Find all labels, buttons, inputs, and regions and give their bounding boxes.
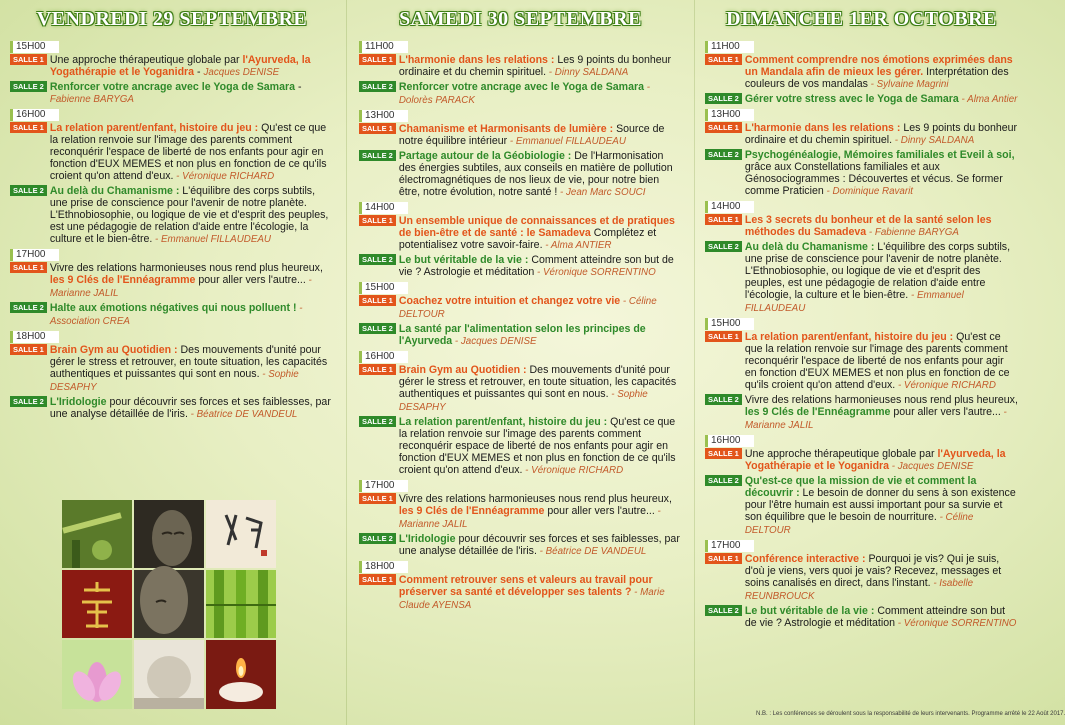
schedule-entry xyxy=(10,122,334,183)
speaker-name: - Dolorès PARACK xyxy=(398,82,650,106)
room-badge: SALLE 1 xyxy=(705,122,742,133)
talk-title: Conférence interactive : xyxy=(744,553,866,565)
schedule-entry xyxy=(705,149,1018,198)
room-badge: SALLE 1 xyxy=(359,123,396,134)
entry-description xyxy=(745,394,1018,432)
entry-description xyxy=(399,295,682,321)
talk-title: Brain Gym au Quotidien : xyxy=(49,344,178,356)
bamboo-stalks-image xyxy=(206,570,276,638)
talk-text: Les 9 points du bonheur ordinaire et du chemin spirituel. xyxy=(398,54,672,78)
time-slot-label: 16H00 xyxy=(705,435,754,447)
room-badge: SALLE 1 xyxy=(705,448,742,459)
entry-description xyxy=(50,396,334,421)
schedule-entry xyxy=(10,396,334,421)
entry-description xyxy=(745,241,1018,315)
time-slot-label: 16H00 xyxy=(359,351,408,363)
speaker-name: - Alma ANTIER xyxy=(542,240,612,251)
speaker-name: - Véronique SORRENTINO xyxy=(534,267,656,278)
time-slot-label: 13H00 xyxy=(359,110,408,122)
schedule-entry xyxy=(10,344,334,394)
speaker-name: - Sophie DESAPHY xyxy=(398,389,648,413)
room-badge: SALLE 2 xyxy=(705,605,742,616)
room-badge: SALLE 2 xyxy=(359,81,396,92)
speaker-name: - Sylvaine Magrini xyxy=(867,79,949,90)
speaker-name: - Emmanuel FILLAUDEAU xyxy=(744,290,964,314)
talk-text: L'équilibre des corps subtils, une prise de conscience pour l'avenir de notre planète. L'Ethnobiosophie, ou logique de vie et d'esprit des peuples, est une pédagogie de relation d'aide entre l'écologie, la culture et le bien-être. xyxy=(49,185,329,245)
buddha-face-image xyxy=(134,640,204,709)
talk-text: Qu'est ce que la relation renvoie sur l'image des parents comment reconquérir l'espace de liberté de nos enfants pour agir en fonction d'EUX MEMES et non plus en fonction de ce qu'ils croient qu'on attend d'eux. xyxy=(49,122,327,182)
schedule-list xyxy=(705,41,1018,630)
talk-text: - xyxy=(194,66,204,78)
talk-title: Comment comprendre nos émotions exprimées dans un Mandala afin de mieux les gérer. xyxy=(744,54,1013,78)
talk-title: La relation parent/enfant, histoire du jeu : xyxy=(49,122,259,134)
day-title: DIMANCHE 1ER OCTOBRE xyxy=(726,7,997,30)
entry-description xyxy=(399,323,682,348)
room-badge: SALLE 1 xyxy=(10,344,47,355)
talk-text: Comment atteindre son but de vie ? Astrologie et méditation xyxy=(744,605,1006,629)
schedule-entry xyxy=(359,215,682,252)
room-badge: SALLE 1 xyxy=(705,553,742,564)
talk-title: Comment retrouver sens et valeurs au travail pour préserver sa santé et développer ses talents ? xyxy=(398,574,653,598)
speaker-name: - Marianne JALIL xyxy=(744,407,1007,431)
talk-title: l'Ayurveda, la Yogathérapie et le Yoganidra xyxy=(49,54,311,78)
room-badge: SALLE 1 xyxy=(705,214,742,225)
talk-text: Vivre des relations harmonieuses nous rend plus heureux, xyxy=(398,493,672,505)
room-badge: SALLE 2 xyxy=(10,81,47,92)
calligraphy-image xyxy=(206,500,276,568)
talk-text: Le besoin de donner du sens à son existence pour l'être humain est aussi important pour sa survie et son équilibre que le besoin de nourriture. xyxy=(744,487,1016,523)
schedule-entry xyxy=(359,493,682,531)
entry-description xyxy=(745,475,1018,537)
speaker-name: - Jean Marc SOUCI xyxy=(557,187,646,198)
room-badge: SALLE 2 xyxy=(359,533,396,544)
speaker-name: - Véronique RICHARD xyxy=(522,465,624,476)
schedule-entry xyxy=(359,323,682,348)
footnote: N.B. : Les conférences se déroulent sous la responsabilité de leurs intervenants. Programme arrêté le 22 Août 2017. xyxy=(756,711,1065,717)
talk-title: L'Iridologie xyxy=(49,396,107,408)
talk-title: Partage autour de la Géobiologie : xyxy=(398,150,572,162)
time-slot-label: 11H00 xyxy=(705,41,754,53)
talk-text: Des mouvements d'unité pour gérer le stress et retrouver, en toute situation, les capacités authentiques et puissantes qui sont en nous. xyxy=(49,344,328,380)
talk-title: Gérer votre stress avec le Yoga de Samara xyxy=(744,93,959,105)
calligraphy-character-image xyxy=(62,570,132,638)
talk-title: Renforcer votre ancrage avec le Yoga de Samara xyxy=(49,81,295,93)
speaker-name: - Jacques DENISE xyxy=(889,461,974,472)
room-badge: SALLE 1 xyxy=(359,493,396,504)
schedule-entry xyxy=(359,150,682,199)
schedule-entry xyxy=(705,54,1018,91)
talk-title: Coachez votre intuition et changez votre vie xyxy=(398,295,621,307)
schedule-entry xyxy=(359,254,682,279)
speaker-name: Fabienne BARYGA xyxy=(49,94,134,105)
talk-title: les 9 Clés de l'Ennéagramme xyxy=(49,274,196,286)
speaker-name: - Alma Antier xyxy=(958,94,1018,105)
speaker-name: - Céline DELTOUR xyxy=(744,512,974,536)
time-slot-label: 15H00 xyxy=(705,318,754,330)
schedule-entry xyxy=(705,475,1018,537)
entry-description xyxy=(745,448,1018,473)
talk-text: pour découvrir ses forces et ses faiblesses, par une analyse détaillée de l'iris. xyxy=(49,396,331,420)
room-badge: SALLE 1 xyxy=(359,364,396,375)
entry-description xyxy=(399,254,682,279)
schedule-entry xyxy=(705,394,1018,432)
buddha-face-image xyxy=(134,570,204,638)
room-badge: SALLE 2 xyxy=(359,254,396,265)
entry-description xyxy=(50,185,334,246)
entry-description xyxy=(745,605,1018,630)
talk-title: Un ensemble unique de connaissances et de pratiques de bien-être et de santé : le Samadeva xyxy=(398,215,675,239)
talk-title: Le but véritable de la vie : xyxy=(398,254,529,266)
room-badge: SALLE 2 xyxy=(705,93,742,104)
speaker-name: - Emmanuel FILLAUDEAU xyxy=(507,136,626,147)
schedule-entry xyxy=(359,416,682,477)
talk-title: Halte aux émotions négatives qui nous polluent ! xyxy=(49,302,297,314)
speaker-name: - Marie Claude AYENSA xyxy=(398,587,665,611)
entry-description xyxy=(399,574,682,612)
room-badge: SALLE 2 xyxy=(705,149,742,160)
talk-text: Comment atteindre son but de vie ? Astrologie et méditation xyxy=(398,254,674,278)
schedule-entry xyxy=(359,533,682,558)
schedule-entry xyxy=(705,122,1018,147)
schedule-list xyxy=(10,41,334,421)
entry-description xyxy=(399,81,682,107)
talk-text: pour aller vers l'autre... xyxy=(544,505,655,517)
time-slot-label: 11H00 xyxy=(359,41,408,53)
entry-description xyxy=(399,493,682,531)
speaker-name: - Céline DELTOUR xyxy=(398,296,657,320)
room-badge: SALLE 2 xyxy=(10,302,47,313)
speaker-name: Jacques DENISE xyxy=(203,67,280,78)
speaker-name: - Dinny SALDANA xyxy=(892,135,975,146)
entry-description xyxy=(399,215,682,252)
entry-description xyxy=(399,54,682,79)
talk-title: Au delà du Chamanisme : xyxy=(744,241,875,253)
lotus-flower-image xyxy=(62,640,132,709)
talk-title: La relation parent/enfant, histoire du jeu : xyxy=(744,331,954,343)
room-badge: SALLE 2 xyxy=(705,241,742,252)
talk-title: Les 3 secrets du bonheur et de la santé selon les méthodes du Samadeva xyxy=(744,214,992,238)
talk-title: L'harmonie dans les relations : xyxy=(398,54,555,66)
day-title: VENDREDI 29 SEPTEMBRE xyxy=(36,7,308,30)
speaker-name: - Marianne JALIL xyxy=(49,275,312,299)
room-badge: SALLE 1 xyxy=(359,574,396,585)
day-title: SAMEDI 30 SEPTEMBRE xyxy=(399,7,642,30)
room-badge: SALLE 1 xyxy=(359,295,396,306)
speaker-name: - Véronique RICHARD xyxy=(895,380,996,391)
time-slot-label: 14H00 xyxy=(359,202,408,214)
speaker-name: - Béatrice DE VANDEUL xyxy=(187,409,298,420)
talk-title: Brain Gym au Quotidien : xyxy=(398,364,527,376)
talk-text: Les 9 points du bonheur ordinaire et du chemin spirituel. xyxy=(744,122,1018,146)
time-slot-label: 16H00 xyxy=(10,109,59,121)
entry-description xyxy=(745,214,1018,239)
schedule-entry xyxy=(705,448,1018,473)
talk-text: Complétez et potentialisez votre savoir-faire. xyxy=(398,227,657,251)
talk-text: De l'Harmonisation des énergies subtiles, aux conseils en matière de pollution électromagnétiques de nos lieux de vie, pour notre bien être, notre évolution, notre santé ! xyxy=(398,150,673,198)
speaker-name: - Fabienne BARYGA xyxy=(866,227,959,238)
entry-description xyxy=(399,416,682,477)
talk-text: pour découvrir ses forces et ses faiblesses, par une analyse détaillée de l'iris. xyxy=(398,533,680,557)
speaker-name: - Dominique Ravarit xyxy=(823,186,914,197)
speaker-name: - Véronique RICHARD xyxy=(173,171,275,182)
room-badge: SALLE 1 xyxy=(705,331,742,342)
talk-title: les 9 Clés de l'Ennéagramme xyxy=(744,406,891,418)
talk-title: les 9 Clés de l'Ennéagramme xyxy=(398,505,545,517)
entry-description xyxy=(745,553,1018,603)
speaker-name: - Véronique SORRENTINO xyxy=(895,618,1017,629)
talk-title: Chamanisme et Harmonisants de lumière : xyxy=(398,123,614,135)
entry-description xyxy=(399,364,682,414)
day-column-saturday xyxy=(346,0,686,725)
schedule-entry xyxy=(705,214,1018,239)
entry-description xyxy=(50,344,334,394)
talk-title: l'Ayurveda, la Yogathérapie et le Yoganidra xyxy=(744,448,1006,472)
room-badge: SALLE 2 xyxy=(359,416,396,427)
schedule-entry xyxy=(705,93,1018,106)
entry-description xyxy=(50,302,334,328)
speaker-name: - Jacques DENISE xyxy=(452,336,537,347)
time-slot-label: 15H00 xyxy=(10,41,59,53)
speaker-name: - Dinny SALDANA xyxy=(546,67,629,78)
room-badge: SALLE 1 xyxy=(10,122,47,133)
schedule-entry xyxy=(705,553,1018,603)
talk-text: Interprétation des couleurs de vos mandalas xyxy=(744,66,1009,90)
talk-text: Source de notre équilibre intérieur xyxy=(398,123,665,147)
talk-text: pour aller vers l'autre... xyxy=(195,274,306,286)
talk-text: L'équilibre des corps subtils, une prise de conscience pour l'avenir de notre planète. L'Ethnobiosophie, ou logique de vie et d'esprit des peuples, est une pédagogie de relation d'aide entre l'écologie, la culture et le bien-être. xyxy=(744,241,1011,301)
talk-title: L'Iridologie xyxy=(398,533,456,545)
talk-text: Vivre des relations harmonieuses nous rend plus heureux, xyxy=(49,262,323,274)
entry-description xyxy=(745,122,1018,147)
room-badge: SALLE 2 xyxy=(10,185,47,196)
schedule-entry xyxy=(10,185,334,246)
schedule-list xyxy=(359,41,682,612)
talk-title: Le but véritable de la vie : xyxy=(744,605,875,617)
schedule-entry xyxy=(359,295,682,321)
schedule-entry xyxy=(10,262,334,300)
entry-description xyxy=(745,149,1018,198)
talk-title: La relation parent/enfant, histoire du jeu : xyxy=(398,416,608,428)
time-slot-label: 15H00 xyxy=(359,282,408,294)
time-slot-label: 18H00 xyxy=(10,331,59,343)
room-badge: SALLE 1 xyxy=(10,54,47,65)
entry-description xyxy=(745,331,1018,392)
time-slot-label: 14H00 xyxy=(705,201,754,213)
schedule-entry xyxy=(359,54,682,79)
entry-description xyxy=(399,533,682,558)
schedule-entry xyxy=(359,123,682,148)
entry-description xyxy=(50,54,334,79)
talk-text: Une approche thérapeutique globale par xyxy=(49,54,243,66)
speaker-name: - Marianne JALIL xyxy=(398,506,661,530)
talk-text: Qu'est ce que la relation renvoie sur l'image des parents comment reconquérir l'espace de liberté de nos enfants pour agir en fonction d'EUX MEMES et non plus en fonction de ce qu'ils croient qu'on attend d'eux. xyxy=(744,331,1010,391)
room-badge: SALLE 2 xyxy=(10,396,47,407)
talk-text: grâce aux Constellations familiales et aux Génosociogrammes : Découvertes et vécus. Se former comme Praticien xyxy=(744,161,1003,197)
schedule-entry xyxy=(705,331,1018,392)
talk-title: Qu'est-ce que la mission de vie et comment la découvrir : xyxy=(744,475,977,499)
schedule-entry xyxy=(359,574,682,612)
schedule-entry xyxy=(359,364,682,414)
talk-title: Psychogénéalogie, Mémoires familiales et Eveil à soi, xyxy=(744,149,1015,161)
entry-description xyxy=(399,123,682,148)
time-slot-label: 17H00 xyxy=(359,480,408,492)
entry-description xyxy=(745,54,1018,91)
talk-title: Renforcer votre ancrage avec le Yoga de Samara xyxy=(398,81,644,93)
entry-description xyxy=(745,93,1018,106)
room-badge: SALLE 1 xyxy=(10,262,47,273)
talk-text: Pourquoi je vis? Qui je suis, d'où je viens, vers quoi je vais? Recevez, messages et soins canalisés en direct, dans l'instant. xyxy=(744,553,1002,589)
talk-text: pour aller vers l'autre... xyxy=(890,406,1001,418)
entry-description xyxy=(50,81,334,106)
time-slot-label: 17H00 xyxy=(10,249,59,261)
entry-description xyxy=(50,262,334,300)
room-badge: SALLE 2 xyxy=(705,394,742,405)
room-badge: SALLE 2 xyxy=(359,150,396,161)
speaker-name: - Isabelle REUNBROUCK xyxy=(744,578,974,602)
talk-text: Qu'est ce que la relation renvoie sur l'image des parents comment reconquérir espace de liberté de nos enfants pour agir en fonction d'EUX MEMES et non plus en fonction de ce qu'ils croient qu'on attend d'eux. xyxy=(398,416,676,476)
speaker-name: - Sophie DESAPHY xyxy=(49,369,299,393)
speaker-name: - Béatrice DE VANDEUL xyxy=(536,546,647,557)
schedule-entry xyxy=(705,241,1018,315)
time-slot-label: 13H00 xyxy=(705,109,754,121)
bamboo-fountain-image xyxy=(62,500,132,568)
talk-text: Des mouvements d'unité pour gérer le stress et retrouver, en toute situation, les capacités authentiques et puissantes qui sont en nous. xyxy=(398,364,677,400)
schedule-entry xyxy=(10,302,334,328)
time-slot-label: 18H00 xyxy=(359,561,408,573)
talk-text: Vivre des relations harmonieuses nous rend plus heureux, xyxy=(744,394,1018,406)
schedule-entry xyxy=(359,81,682,107)
entry-description xyxy=(399,150,682,199)
talk-text: - xyxy=(295,81,302,93)
schedule-entry xyxy=(10,54,334,79)
time-slot-label: 17H00 xyxy=(705,540,754,552)
talk-title: La santé par l'alimentation selon les principes de l'Ayurveda xyxy=(398,323,646,347)
talk-title: Au delà du Chamanisme : xyxy=(49,185,180,197)
room-badge: SALLE 2 xyxy=(705,475,742,486)
buddha-face-image xyxy=(134,500,204,568)
room-badge: SALLE 2 xyxy=(359,323,396,334)
speaker-name: - Emmanuel FILLAUDEAU xyxy=(152,234,271,245)
talk-text: Une approche thérapeutique globale par xyxy=(744,448,938,460)
speaker-name: - Association CREA xyxy=(49,303,303,327)
photo-collage xyxy=(62,500,272,705)
schedule-entry xyxy=(705,605,1018,630)
room-badge: SALLE 1 xyxy=(705,54,742,65)
candle-image xyxy=(206,640,276,709)
room-badge: SALLE 1 xyxy=(359,215,396,226)
schedule-entry xyxy=(10,81,334,106)
entry-description xyxy=(50,122,334,183)
talk-title: L'harmonie dans les relations : xyxy=(744,122,901,134)
day-column-sunday xyxy=(694,0,1024,725)
room-badge: SALLE 1 xyxy=(359,54,396,65)
